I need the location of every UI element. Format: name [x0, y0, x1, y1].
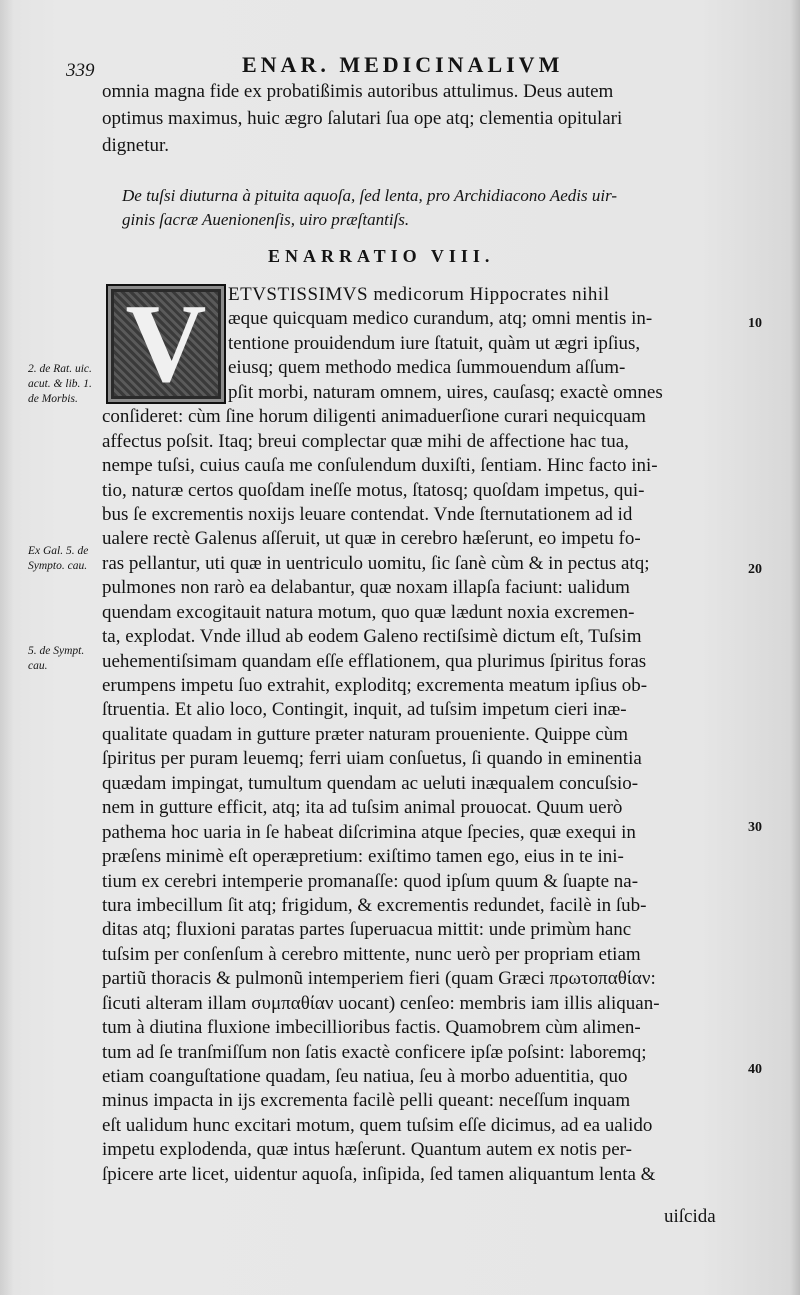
body-line: nem in gutture efficit, atq; ita ad tuſsim animal prouocat. Quum uerò: [102, 797, 623, 819]
margin-note: 5. de Sympt. cau.: [28, 645, 85, 672]
intro-line: optimus maximus, huic ægro ſalutari ſua ope atq; clementia opitulari: [102, 108, 623, 129]
running-head: ENAR. MEDICINALIVM: [242, 52, 564, 77]
body-line: ſtruentia. Et alio loco, Contingit, inquit, ad tuſsim impetum cieri inæ-: [102, 699, 627, 721]
body-line: æque quicquam medico curandum, atq; omni mentis in-: [228, 308, 653, 330]
body-line: tium ex cerebri intemperie promanaſſe: quod ipſum quum & ſuapte na-: [102, 870, 639, 892]
body-line: ras pellantur, uti quæ in uentriculo uomitu, ſic ſanè cùm & in pectus atq;: [102, 552, 650, 574]
line-number: 20: [748, 562, 762, 577]
body-line: etiam coanguſtatione quadam, ſeu natiua, ſeu à morbo aduentitia, quo: [102, 1066, 628, 1087]
body-line: eiusq; quem methodo medica ſummouendum aſſum-: [228, 357, 626, 379]
body-text: [102, 283, 742, 1187]
line-number: 10: [748, 316, 762, 331]
body-line: ſpiritus per puram leuemq; ferri uiam conſuetus, ſi quando in eminentia: [102, 748, 642, 770]
intro-line: dignetur.: [102, 135, 170, 156]
body-line: quædam impingat, tumultum quendam ac ueluti inæqualem concuſsio-: [102, 772, 639, 794]
body-line: eſt ualidum hunc excitari motum, quem tuſsim eſſe dicimus, ad ea ualido: [102, 1114, 653, 1136]
body-line: impetu explodenda, quæ intus hæſerunt. Quantum autem ex notis per-: [102, 1139, 632, 1161]
intro-line: omnia magna fide ex probatißimis autoribus attulimus. Deus autem: [102, 81, 614, 102]
body-line: ETVSTISSIMVS medicorum Hippocrates nihil: [228, 284, 610, 305]
body-line: partiũ thoracis & pulmonũ intemperiem fieri (quam Græci πρωτοπαθίαν:: [102, 968, 656, 990]
catchword: uiſcida: [664, 1206, 716, 1227]
margin-note: Ex Gal. 5. de Sympto. cau.: [28, 545, 89, 572]
body-line: conſideret: cùm ſine horum diligenti animaduerſione curari nequicquam: [102, 406, 646, 428]
page-header: [66, 52, 746, 80]
body-line: tentione prouidendum iure ſtatuit, quàm ut ægri ipſius,: [228, 332, 641, 354]
body-line: pulmones non rarò ea delabantur, quæ noxam illapſa faciunt: ualidum: [102, 577, 630, 599]
page-number: 339: [66, 60, 95, 81]
body-line: minus impacta in ijs excrementa facilè pelli queant: neceſſum inquam: [102, 1090, 631, 1112]
chapter-subtitle: [122, 184, 682, 232]
body-line: tuſsim per conſenſum à cerebro mittente, nunc uerò per propriam etiam: [102, 943, 641, 965]
body-line: tura imbecillum ſit atq; frigidum, & excrementis redundet, facilè in ſub-: [102, 894, 647, 916]
subtitle-line: ginis ſacræ Auenionenſis, uiro præſtantiſs.: [122, 210, 410, 229]
line-number: 40: [748, 1062, 762, 1077]
body-line: tum à diutina fluxione imbecillioribus factis. Quamobrem cùm alimen-: [102, 1017, 641, 1039]
body-line: bus ſe excrementis noxijs leuare contendat. Vnde ſternutationem ad id: [102, 503, 633, 525]
body-line: tio, naturæ certos quoſdam ineſſe motus, ſtatosq; quoſdam impetus, qui-: [102, 479, 645, 501]
body-line: affectus poſsit. Itaq; breui complectar quæ mihi de affectione hac tua,: [102, 430, 629, 452]
intro-paragraph: [102, 78, 747, 159]
body-line: ta, explodat. Vnde illud ab eodem Galeno rectiſsimè dictum eſt, Tuſsim: [102, 626, 642, 648]
body-line: tum ad ſe tranſmiſſum non ſatis exactè conficere ipſæ poſsint: laboremq;: [102, 1041, 647, 1063]
subtitle-line: De tuſsi diuturna à pituita aquoſa, ſed lenta, pro Archidiacono Aedis uir-: [122, 186, 618, 205]
body-line: præſens minimè eſt operæpretium: exiſtimo tamen ego, eius in te ini-: [102, 846, 624, 868]
body-line: uehementiſsimam quandam eſſe efflationem, qua plurimus ſpiritus foras: [102, 650, 647, 672]
body-line: ualere rectè Galenus aſſeruit, ut quæ in cerebro hæſerunt, eo impetu fo-: [102, 528, 641, 550]
body-line: qualitate quadam in gutture præter naturam proueniente. Quippe cùm: [102, 723, 629, 745]
margin-note: 2. de Rat. uic. acut. & lib. 1. de Morbis.: [28, 363, 92, 405]
body-line: pſit morbi, naturam omnem, uires, cauſasq; exactè omnes: [228, 381, 663, 403]
line-number: 30: [748, 820, 762, 835]
body-line: ditas atq; fluxioni paratas partes ſuperuacua mittit: unde primùm hanc: [102, 919, 632, 941]
body-line: erumpens impetu ſuo extrahit, exploditq; excrementa meatum ipſius ob-: [102, 675, 648, 696]
body-line: quendam excogitauit natura motum, quo quæ lædunt noxia excremen-: [102, 601, 635, 623]
initial-letter: V: [125, 282, 207, 406]
section-title: ENARRATIO VIII.: [268, 246, 495, 266]
body-line: ſpicere arte licet, uidentur aquoſa, inſipida, ſed tamen aliquantum lenta &: [102, 1163, 656, 1185]
body-line: ſicuti alteram illam συμπαθίαν uocant) cenſeo: membris iam illis aliquan-: [102, 992, 660, 1014]
body-line: nempe tuſsi, cuius cauſa me conſulendum duxiſti, ſentiam. Hinc facto ini-: [102, 455, 658, 477]
body-line: pathema hoc uaria in ſe habeat diſcrimina atque ſpecies, quæ exequi in: [102, 821, 636, 843]
